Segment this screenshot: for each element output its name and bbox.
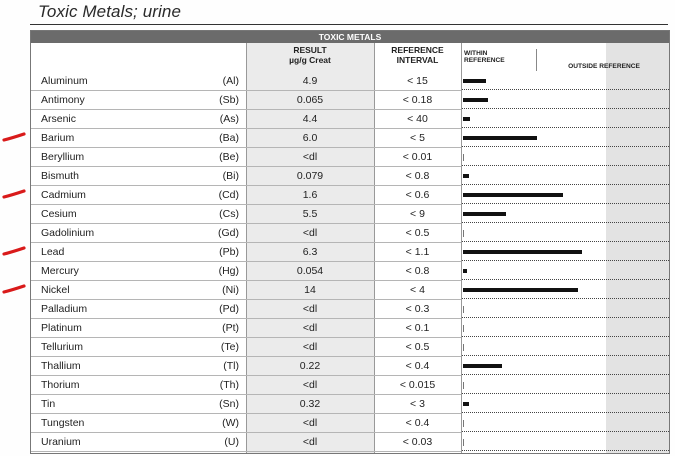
red-pen-mark [4, 134, 24, 140]
row-dotted-rule [462, 450, 669, 451]
title-rule [30, 24, 668, 25]
metal-symbol: (Pt) [222, 322, 239, 334]
metal-result: 0.065 [296, 94, 324, 106]
result-bar [463, 117, 470, 121]
table-row [31, 433, 669, 452]
result-bar [463, 402, 469, 406]
metal-name: Antimony [41, 94, 85, 106]
result-bar [463, 193, 563, 197]
row-dotted-rule [462, 336, 669, 337]
metal-name: Platinum [41, 322, 82, 334]
metal-name: Mercury [41, 265, 79, 277]
table-row [31, 357, 669, 376]
row-dotted-rule [462, 412, 669, 413]
metal-reference: < 0.01 [402, 151, 433, 163]
reference-chart-divider [536, 49, 537, 71]
table-row [31, 129, 669, 148]
metal-reference: < 0.4 [405, 417, 430, 429]
metal-symbol: (Ni) [222, 284, 239, 296]
table-row [31, 205, 669, 224]
metal-reference: < 0.5 [405, 227, 430, 239]
metal-result: 0.079 [296, 170, 324, 182]
metal-reference: < 5 [410, 132, 425, 144]
row-dotted-rule [462, 165, 669, 166]
table-row [31, 338, 669, 357]
result-header-line1: RESULT [293, 45, 327, 55]
metal-result: <dl [302, 227, 318, 239]
result-tick [463, 439, 464, 446]
metal-result: 4.4 [302, 113, 318, 125]
metal-reference: < 40 [407, 113, 428, 125]
row-dotted-rule [462, 184, 669, 185]
metal-reference: < 0.03 [402, 436, 433, 448]
metal-result: <dl [302, 322, 318, 334]
metal-reference: < 0.6 [405, 189, 430, 201]
metal-reference: < 0.8 [405, 170, 430, 182]
row-dotted-rule [462, 203, 669, 204]
metal-result: <dl [302, 417, 318, 429]
metal-name: Cadmium [41, 189, 86, 201]
metal-name: Lead [41, 246, 65, 258]
metal-symbol: (Al) [222, 75, 239, 87]
metal-symbol: (Ba) [219, 132, 239, 144]
row-dotted-rule [462, 298, 669, 299]
metal-symbol: (Cs) [219, 208, 239, 220]
row-dotted-rule [462, 108, 669, 109]
metal-reference: < 9 [410, 208, 425, 220]
metal-result: 1.6 [302, 189, 318, 201]
result-tick [463, 230, 464, 237]
metal-symbol: (Sn) [219, 398, 239, 410]
outside-reference-header: OUTSIDE REFERENCE [568, 63, 640, 70]
table-row [31, 262, 669, 281]
metal-name: Thorium [41, 379, 80, 391]
row-dotted-rule [462, 127, 669, 128]
within-reference-header [464, 50, 505, 64]
metal-name: Tin [41, 398, 56, 410]
page-title: Toxic Metals; urine [38, 2, 181, 21]
within-reference-line1: WITHIN [464, 50, 488, 57]
metal-result: <dl [302, 341, 318, 353]
result-bar [463, 98, 488, 102]
metal-symbol: (Te) [220, 341, 239, 353]
within-reference-line2: REFERENCE [464, 57, 505, 64]
metal-symbol: (Hg) [218, 265, 239, 277]
metal-result: 0.32 [299, 398, 321, 410]
metal-result: <dl [302, 151, 318, 163]
metal-result: 5.5 [302, 208, 318, 220]
table-row [31, 110, 669, 129]
metal-symbol: (Tl) [223, 360, 239, 372]
metal-name: Arsenic [41, 113, 77, 125]
metal-name: Bismuth [41, 170, 79, 182]
metal-name: Uranium [41, 436, 81, 448]
metal-symbol: (W) [222, 417, 239, 429]
metal-symbol: (Pd) [219, 303, 239, 315]
row-dotted-rule [462, 431, 669, 432]
metal-name: Gadolinium [41, 227, 95, 239]
table-row [31, 72, 669, 91]
toxic-metals-table [30, 30, 670, 454]
metal-reference: < 3 [410, 398, 425, 410]
metal-result: 14 [304, 284, 316, 296]
metal-name: Tellurium [41, 341, 84, 353]
metal-result: 6.3 [302, 246, 318, 258]
metal-name: Barium [41, 132, 75, 144]
red-pen-mark [4, 286, 24, 292]
result-tick [463, 420, 464, 427]
table-row [31, 300, 669, 319]
table-banner: TOXIC METALS [31, 31, 669, 43]
result-bar [463, 364, 502, 368]
metal-name: Nickel [41, 284, 70, 296]
result-bar [463, 212, 506, 216]
table-row [31, 395, 669, 414]
row-dotted-rule [462, 260, 669, 261]
metal-reference: < 0.18 [402, 94, 433, 106]
row-dotted-rule [462, 146, 669, 147]
metal-name: Thallium [41, 360, 81, 372]
metal-symbol: (Bi) [222, 170, 239, 182]
red-pen-mark [4, 191, 24, 197]
row-dotted-rule [462, 89, 669, 90]
row-rule [31, 451, 461, 452]
metal-name: Palladium [41, 303, 88, 315]
metal-name: Cesium [41, 208, 77, 220]
metal-symbol: (Sb) [219, 94, 239, 106]
metal-symbol: (Gd) [218, 227, 239, 239]
metal-symbol: (As) [219, 113, 239, 125]
result-header-line2: µg/g Creat [289, 55, 331, 65]
metal-reference: < 0.1 [405, 322, 430, 334]
table-row [31, 167, 669, 186]
metal-result: 0.054 [296, 265, 324, 277]
table-row [31, 243, 669, 262]
row-dotted-rule [462, 374, 669, 375]
metal-name: Beryllium [41, 151, 85, 163]
metal-result: <dl [302, 436, 318, 448]
result-tick [463, 154, 464, 161]
table-row [31, 148, 669, 167]
result-bar [463, 174, 469, 178]
row-dotted-rule [462, 222, 669, 223]
metal-symbol: (Be) [219, 151, 239, 163]
result-bar [463, 250, 582, 254]
row-dotted-rule [462, 279, 669, 280]
row-dotted-rule [462, 393, 669, 394]
metal-reference: < 0.015 [399, 379, 436, 391]
metal-reference: < 4 [410, 284, 425, 296]
metal-reference: < 15 [407, 75, 428, 87]
metal-symbol: (Th) [219, 379, 239, 391]
red-pen-mark [4, 248, 24, 254]
metal-result: 4.9 [302, 75, 318, 87]
result-header [246, 45, 374, 65]
metal-reference: < 0.4 [405, 360, 430, 372]
metal-reference: < 1.1 [405, 246, 430, 258]
table-row [31, 319, 669, 338]
table-row [31, 281, 669, 300]
reference-header [374, 45, 461, 65]
metal-name: Tungsten [41, 417, 85, 429]
row-dotted-rule [462, 241, 669, 242]
table-row [31, 91, 669, 110]
metal-reference: < 0.3 [405, 303, 430, 315]
metal-symbol: (Cd) [218, 189, 239, 201]
result-tick [463, 306, 464, 313]
metal-reference: < 0.8 [405, 265, 430, 277]
result-tick [463, 382, 464, 389]
metal-symbol: (U) [224, 436, 239, 448]
result-bar [463, 79, 486, 83]
reference-header-line1: REFERENCE [391, 45, 444, 55]
metal-result: <dl [302, 379, 318, 391]
result-bar [463, 136, 537, 140]
reference-header-line2: INTERVAL [396, 55, 439, 65]
annotation-layer [0, 0, 40, 456]
row-dotted-rule [462, 317, 669, 318]
table-row [31, 224, 669, 243]
result-bar [463, 269, 467, 273]
result-tick [463, 344, 464, 351]
table-row [31, 186, 669, 205]
metal-result: <dl [302, 303, 318, 315]
metal-symbol: (Pb) [219, 246, 239, 258]
metal-result: 0.22 [299, 360, 321, 372]
result-tick [463, 325, 464, 332]
row-dotted-rule [462, 355, 669, 356]
table-row [31, 414, 669, 433]
metal-result: 6.0 [302, 132, 318, 144]
metal-reference: < 0.5 [405, 341, 430, 353]
table-row [31, 376, 669, 395]
result-bar [463, 288, 578, 292]
metal-name: Aluminum [41, 75, 88, 87]
